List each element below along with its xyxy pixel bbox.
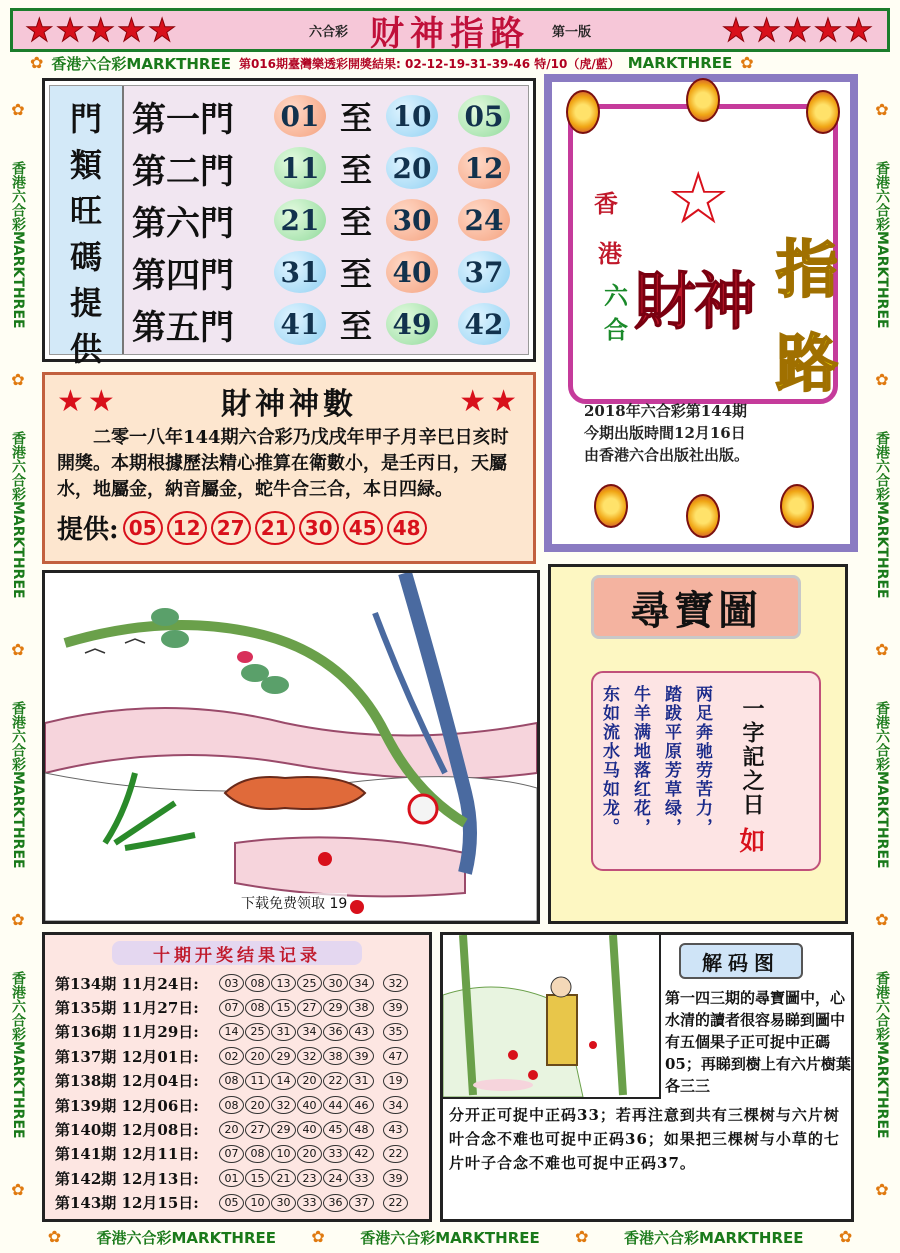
circled-number: 27 [211, 511, 251, 545]
header-middle [309, 6, 591, 55]
god-numbers-header [57, 381, 521, 421]
decode-bottom-text: 分开正可捉中正码33；若再注意到共有三棵树与六片树叶合念不难也可捉中正码36；如果把三棵树与小草的七片叶子合念不难也可捉中正码37。 [449, 1106, 840, 1172]
lottery-result-text: 第016期臺灣樂透彩開獎結果: 02-12-19-31-39-46 特/10（虎/藍） [238, 56, 620, 71]
door-label: 第二門 [132, 151, 234, 192]
poster-gang: 港 [598, 239, 622, 268]
god-numbers-box [42, 372, 536, 564]
treasure-key-text: 一字記之日 [739, 697, 765, 817]
record-number: 27 [245, 1121, 270, 1139]
decode-title: 解码图 [679, 943, 803, 979]
scene-caption: 下载免费领取 19 [241, 893, 347, 913]
bottom-strip-text: 香港六合彩MARKTHREE [96, 1228, 277, 1247]
number-ball: 41 [274, 303, 326, 345]
poster-info [584, 400, 814, 466]
leaf-icon: ✿ [311, 1227, 325, 1246]
number-ball: 11 [274, 147, 326, 189]
record-special-number: 34 [383, 1096, 408, 1114]
poem-column: 牛羊满地落红花， [630, 685, 650, 837]
record-number: 36 [323, 1023, 348, 1041]
record-label: 第143期 12月15日: [55, 1194, 199, 1213]
circled-number: 45 [343, 511, 383, 545]
record-label: 第136期 11月29日: [55, 1023, 199, 1042]
bottom-strip-text: 香港六合彩MARKTHREE [623, 1228, 804, 1247]
table-row [55, 1191, 419, 1215]
poem-column: 东如流水马如龙。 [599, 685, 619, 837]
record-number: 24 [323, 1169, 348, 1187]
door-title-char: 類 [69, 146, 102, 184]
record-number: 34 [349, 974, 374, 992]
decode-drawing [443, 935, 659, 1097]
record-label: 第142期 12月13日: [55, 1169, 199, 1188]
coin-icon [566, 90, 600, 134]
record-number: 20 [245, 1047, 270, 1065]
record-number: 43 [349, 1023, 374, 1041]
record-number: 15 [271, 999, 296, 1017]
record-number: 20 [297, 1145, 322, 1163]
stars-icon: ★★ [459, 383, 521, 419]
circled-number: 12 [167, 511, 207, 545]
god-numbers-body: 二零一八年144期六合彩乃戊戌年甲子月辛巳日亥时開獎。本期根據歷法精心推算在衛數小，是壬丙日，天屬水，地屬金，納音屬金，蛇牛合三合，本日四緑。 [57, 427, 509, 500]
door-title-char: 供 [69, 330, 102, 368]
star-icon: ☆ [666, 156, 731, 240]
record-number: 08 [245, 974, 270, 992]
record-number: 30 [323, 974, 348, 992]
table-row [55, 1117, 419, 1141]
record-label: 第134期 11月24日: [55, 974, 199, 993]
right-strip [870, 80, 894, 1220]
poster-info-line: 2018年六合彩第144期 [584, 402, 748, 420]
door-title-char: 門 [69, 100, 102, 138]
record-number: 27 [297, 999, 322, 1017]
table-row [55, 995, 419, 1019]
side-strip-text: 香港六合彩MARKTHREE [874, 431, 890, 599]
record-number: 02 [219, 1047, 244, 1065]
coin-icon [780, 484, 814, 528]
number-ball: 49 [386, 303, 438, 345]
leaf-icon: ✿ [11, 1180, 25, 1200]
poster-info-line: 由香港六合出版社出版。 [584, 446, 750, 464]
record-special-number: 32 [383, 974, 408, 992]
circled-number: 30 [299, 511, 339, 545]
record-number: 21 [271, 1169, 296, 1187]
record-special-number: 43 [383, 1121, 408, 1139]
table-row [55, 1020, 419, 1044]
poster-he: 合 [604, 315, 628, 344]
leaf-icon: ✿ [875, 639, 889, 659]
door-to-text: 至 [339, 203, 372, 241]
leaf-icon: ✿ [575, 1227, 589, 1246]
door-row [132, 300, 520, 349]
scene-drawing [45, 573, 537, 921]
record-label: 第135期 11月27日: [55, 999, 199, 1018]
record-number: 10 [245, 1194, 270, 1212]
leaf-icon: ✿ [875, 99, 889, 119]
records-rows [55, 971, 419, 1215]
door-numbers-inner [49, 85, 529, 368]
door-label: 第六門 [132, 203, 234, 244]
record-number: 32 [271, 1096, 296, 1114]
treasure-map-title: 尋寶圖 [591, 575, 801, 639]
number-ball: 31 [274, 251, 326, 293]
door-row [132, 144, 520, 193]
door-pick-ball: 42 [458, 303, 510, 345]
door-title-char: 旺 [69, 192, 102, 230]
record-special-number: 22 [383, 1145, 408, 1163]
record-number: 25 [245, 1023, 270, 1041]
record-number: 33 [349, 1169, 374, 1187]
record-special-number: 35 [383, 1023, 408, 1041]
provide-label: 提供: [57, 515, 119, 545]
treasure-answer: 如 [739, 827, 766, 857]
number-ball: 30 [386, 199, 438, 241]
door-to-text: 至 [339, 151, 372, 189]
top-strip [30, 52, 870, 74]
record-number: 20 [245, 1096, 270, 1114]
record-number: 08 [219, 1096, 244, 1114]
door-label: 第四門 [132, 255, 234, 296]
number-ball: 21 [274, 199, 326, 241]
poster-liu: 六 [604, 281, 628, 310]
poster-xiang: 香 [594, 189, 618, 218]
leaf-icon: ✿ [740, 53, 754, 72]
record-special-number: 22 [383, 1194, 408, 1212]
record-number: 11 [245, 1072, 270, 1090]
record-number: 30 [271, 1194, 296, 1212]
record-number: 48 [349, 1121, 374, 1139]
leaf-icon: ✿ [30, 53, 44, 72]
leaf-icon: ✿ [11, 639, 25, 659]
header-stars-right: ★★★★★ [721, 11, 875, 49]
table-row [55, 1166, 419, 1190]
door-row [132, 196, 520, 245]
record-number: 29 [271, 1047, 296, 1065]
cover-poster-inner [552, 82, 850, 544]
top-strip-brand-right: MARKTHREE [627, 54, 733, 72]
coin-icon [594, 484, 628, 528]
record-number: 14 [271, 1072, 296, 1090]
table-row [55, 971, 419, 995]
header-label-left: 六合彩 [308, 24, 348, 40]
side-strip-text: 香港六合彩MARKTHREE [874, 971, 890, 1140]
door-pick-ball: 12 [458, 147, 510, 189]
record-number: 03 [219, 974, 244, 992]
record-number: 38 [349, 999, 374, 1017]
door-title-char: 提 [69, 284, 102, 322]
door-pick-ball: 37 [458, 251, 510, 293]
treasure-map-box [548, 564, 848, 924]
poster-lu: 路 [776, 327, 839, 400]
record-number: 20 [219, 1121, 244, 1139]
record-number: 39 [349, 1047, 374, 1065]
door-vertical-title [50, 86, 124, 368]
illustration-scene [42, 570, 540, 924]
record-number: 40 [297, 1096, 322, 1114]
record-special-number: 19 [383, 1072, 408, 1090]
header-edition: 第一版 [552, 24, 592, 40]
door-pick-ball: 05 [458, 95, 510, 137]
coin-icon [686, 494, 720, 538]
header-title: 财神指路 [370, 13, 530, 54]
record-number: 44 [323, 1096, 348, 1114]
record-number: 31 [271, 1023, 296, 1041]
door-numbers-box [42, 78, 536, 368]
record-number: 20 [297, 1072, 322, 1090]
record-number: 36 [323, 1194, 348, 1212]
table-row [55, 1069, 419, 1093]
poster-info-line: 今期出版時間12月16日 [584, 424, 746, 442]
record-number: 40 [297, 1121, 322, 1139]
bottom-strip-text: 香港六合彩MARKTHREE [360, 1228, 540, 1247]
record-number: 37 [349, 1194, 374, 1212]
treasure-key [737, 697, 768, 858]
side-strip-text: 香港六合彩MARKTHREE [10, 701, 26, 869]
leaf-icon: ✿ [11, 99, 25, 119]
coin-icon [806, 90, 840, 134]
record-number: 14 [219, 1023, 244, 1041]
record-special-number: 39 [383, 999, 408, 1017]
record-number: 29 [271, 1121, 296, 1139]
leaf-icon: ✿ [875, 1180, 889, 1200]
number-ball: 01 [274, 95, 326, 137]
leaf-icon: ✿ [875, 910, 889, 930]
record-number: 38 [323, 1047, 348, 1065]
table-row [55, 1093, 419, 1117]
record-number: 29 [323, 999, 348, 1017]
number-ball: 40 [386, 251, 438, 293]
decode-box [440, 932, 854, 1222]
coin-icon [686, 78, 720, 122]
decode-illustration [443, 935, 661, 1099]
top-strip-brand: 香港六合彩MARKTHREE [51, 54, 231, 73]
leaf-icon: ✿ [838, 1227, 853, 1246]
door-to-text: 至 [339, 99, 372, 137]
records-title: 十期开奖结果记录 [112, 941, 362, 965]
bottom-strip [30, 1226, 870, 1248]
header-stars-left: ★★★★★ [25, 11, 179, 49]
door-label: 第五門 [132, 307, 234, 348]
poem-column: 踏跋平原芳草绿， [661, 685, 681, 837]
door-to-text: 至 [339, 307, 372, 345]
record-number: 05 [219, 1194, 244, 1212]
record-label: 第137期 12月01日: [55, 1047, 199, 1066]
leaf-icon: ✿ [47, 1227, 62, 1246]
record-number: 10 [271, 1145, 296, 1163]
circled-number: 48 [387, 511, 427, 545]
door-row [132, 92, 520, 141]
door-label: 第一門 [132, 99, 234, 140]
record-number: 31 [349, 1072, 374, 1090]
results-record-box [42, 932, 432, 1222]
record-number: 46 [349, 1096, 374, 1114]
side-strip-text: 香港六合彩MARKTHREE [874, 701, 890, 869]
record-number: 23 [297, 1169, 322, 1187]
record-number: 25 [297, 974, 322, 992]
circled-number: 21 [255, 511, 295, 545]
side-strip-text: 香港六合彩MARKTHREE [874, 160, 890, 329]
poster-zhi: 指 [776, 233, 839, 306]
record-label: 第141期 12月11日: [55, 1145, 199, 1164]
record-number: 07 [219, 999, 244, 1017]
door-pick-ball: 24 [458, 199, 510, 241]
circled-number: 05 [123, 511, 163, 545]
side-strip-text: 香港六合彩MARKTHREE [10, 971, 26, 1140]
door-row [132, 248, 520, 297]
record-label: 第139期 12月06日: [55, 1096, 199, 1115]
record-number: 15 [245, 1169, 270, 1187]
god-numbers-title: 財神神數 [221, 387, 357, 422]
record-number: 07 [219, 1145, 244, 1163]
side-strip-text: 香港六合彩MARKTHREE [10, 431, 26, 599]
poster-cai-shen: 財神 [634, 265, 755, 338]
decode-side-text: 第一四三期的尋寶圖中，心水清的讀者很容易睇到圖中有五個果子正可捉中正碼05；再睇到樹上有六片樹葉各三三 [665, 989, 851, 1095]
cover-poster [544, 74, 858, 552]
stars-icon: ★★ [57, 383, 119, 419]
leaf-icon: ✿ [875, 369, 889, 389]
record-number: 33 [323, 1145, 348, 1163]
table-row [55, 1044, 419, 1068]
door-to-text: 至 [339, 255, 372, 293]
god-numbers-provide [57, 509, 521, 546]
table-row [55, 1142, 419, 1166]
record-label: 第140期 12月08日: [55, 1121, 199, 1140]
door-rows [124, 86, 528, 354]
header-banner [10, 8, 890, 52]
left-strip [6, 80, 30, 1220]
record-number: 45 [323, 1121, 348, 1139]
record-number: 22 [323, 1072, 348, 1090]
record-special-number: 47 [383, 1047, 408, 1065]
record-number: 08 [219, 1072, 244, 1090]
door-title-char: 碼 [69, 238, 102, 276]
number-ball: 20 [386, 147, 438, 189]
record-number: 34 [297, 1023, 322, 1041]
poem-columns [597, 685, 715, 837]
record-number: 08 [245, 1145, 270, 1163]
leaf-icon: ✿ [11, 369, 25, 389]
number-ball: 10 [386, 95, 438, 137]
record-number: 33 [297, 1194, 322, 1212]
record-number: 13 [271, 974, 296, 992]
leaf-icon: ✿ [11, 910, 25, 930]
poem-column: 两足奔驰劳苦力， [692, 685, 712, 837]
record-number: 32 [297, 1047, 322, 1065]
record-number: 01 [219, 1169, 244, 1187]
record-special-number: 39 [383, 1169, 408, 1187]
side-strip-text: 香港六合彩MARKTHREE [10, 160, 26, 329]
record-number: 42 [349, 1145, 374, 1163]
record-label: 第138期 12月04日: [55, 1072, 199, 1091]
record-number: 08 [245, 999, 270, 1017]
